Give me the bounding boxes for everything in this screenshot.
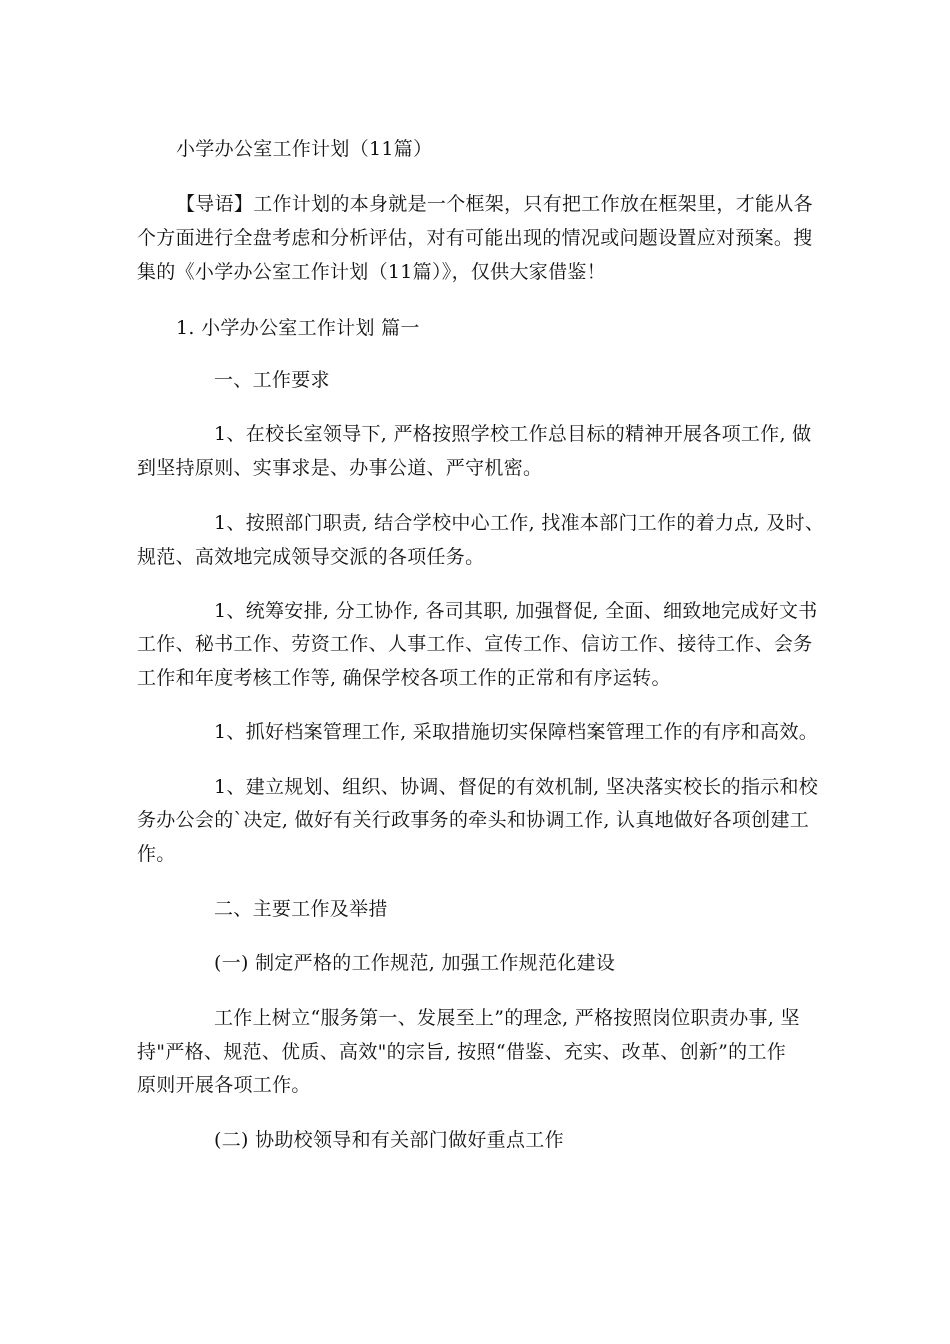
sub-heading-key-work: (二) 协助校领导和有关部门做好重点工作: [214, 1129, 564, 1151]
paragraph-3-line-1: 1、统筹安排, 分工协作, 各司其职, 加强督促, 全面、细致地完成好文书: [214, 600, 818, 622]
paragraph-6-line-2: 持"严格、规范、优质、高效"的宗旨, 按照“借鉴、充实、改革、创新”的工作: [137, 1041, 787, 1063]
document-title: 小学办公室工作计划（11篇）: [176, 138, 433, 160]
paragraph-2-line-1: 1、按照部门职责, 结合学校中心工作, 找准本部门工作的着力点, 及时、: [214, 512, 825, 534]
paragraph-6-line-3: 原则开展各项工作。: [137, 1074, 311, 1096]
paragraph-5-line-1: 1、建立规划、组织、协调、督促的有效机制, 坚决落实校长的指示和校: [214, 776, 819, 798]
paragraph-1-line-2: 到坚持原则、实事求是、办事公道、严守机密。: [137, 457, 543, 479]
paragraph-2-line-2: 规范、高效地完成领导交派的各项任务。: [137, 546, 485, 568]
section-heading: 1. 小学办公室工作计划 篇一: [176, 317, 420, 339]
sub-heading-work-standards: (一) 制定严格的工作规范, 加强工作规范化建设: [214, 952, 616, 974]
paragraph-4-line-1: 1、抓好档案管理工作, 采取措施切实保障档案管理工作的有序和高效。: [214, 721, 819, 743]
paragraph-3-line-3: 工作和年度考核工作等, 确保学校各项工作的正常和有序运转。: [137, 667, 671, 689]
intro-line-2: 个方面进行全盘考虑和分析评估，对有可能出现的情况或问题设置应对预案。搜: [137, 227, 813, 249]
paragraph-6-line-1: 工作上树立“服务第一、发展至上”的理念, 严格按照岗位职责办事, 坚: [214, 1007, 800, 1029]
paragraph-3-line-2: 工作、秘书工作、劳资工作、人事工作、宣传工作、信访工作、接待工作、会务: [137, 633, 813, 655]
intro-line-3: 集的《小学办公室工作计划（11篇）》，仅供大家借鉴！: [137, 261, 606, 283]
paragraph-5-line-3: 作。: [137, 843, 176, 865]
paragraph-5-line-2: 务办公会的`决定, 做好有关行政事务的牵头和协调工作, 认真地做好各项创建工: [137, 809, 810, 831]
intro-line-1: 【导语】工作计划的本身就是一个框架，只有把工作放在框架里，才能从各: [176, 193, 813, 215]
sub-heading-work-requirements: 一、工作要求: [214, 369, 330, 391]
sub-heading-main-work: 二、主要工作及举措: [214, 898, 388, 920]
paragraph-1-line-1: 1、在校长室领导下, 严格按照学校工作总目标的精神开展各项工作, 做: [214, 423, 812, 445]
